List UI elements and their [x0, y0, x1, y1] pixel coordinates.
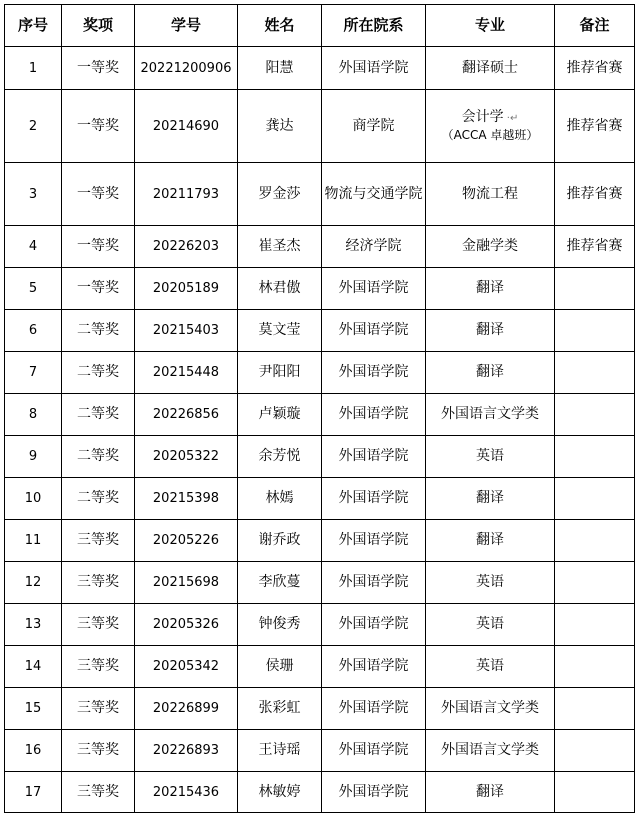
- cell-major: 翻译: [426, 520, 555, 562]
- cell-remark: [555, 478, 635, 520]
- col-header-award: 奖项: [62, 5, 135, 47]
- cell-no: 1: [5, 47, 62, 90]
- table-row: [5, 394, 635, 436]
- cell-remark: 推荐省赛: [555, 163, 635, 226]
- cell-award: 三等奖: [62, 688, 135, 730]
- cell-name: 余芳悦: [238, 436, 322, 478]
- cell-no: 6: [5, 310, 62, 352]
- cell-remark: [555, 310, 635, 352]
- cell-student-id: 20205189: [135, 268, 238, 310]
- col-header-no: 序号: [5, 5, 62, 47]
- cell-award: 二等奖: [62, 436, 135, 478]
- cell-no: 13: [5, 604, 62, 646]
- cell-name: 张彩虹: [238, 688, 322, 730]
- cell-remark: [555, 394, 635, 436]
- table-row: [5, 646, 635, 688]
- cell-student-id: 20215448: [135, 352, 238, 394]
- cell-major: 金融学类: [426, 226, 555, 268]
- cell-no: 10: [5, 478, 62, 520]
- col-header-college: 所在院系: [322, 5, 426, 47]
- cell-name: 钟俊秀: [238, 604, 322, 646]
- cell-no: 7: [5, 352, 62, 394]
- table-row: [5, 520, 635, 562]
- table-row: [5, 226, 635, 268]
- cell-major: 外国语言文学类: [426, 730, 555, 772]
- table-row: [5, 478, 635, 520]
- cell-award: 一等奖: [62, 226, 135, 268]
- cell-no: 5: [5, 268, 62, 310]
- cell-name: 谢乔政: [238, 520, 322, 562]
- col-header-name: 姓名: [238, 5, 322, 47]
- cell-name: 莫文莹: [238, 310, 322, 352]
- cell-remark: [555, 520, 635, 562]
- cell-remark: [555, 562, 635, 604]
- major-sub: （ACCA 卓越班）: [441, 127, 539, 142]
- cell-college: 外国语学院: [322, 562, 426, 604]
- cell-award: 三等奖: [62, 520, 135, 562]
- cell-remark: [555, 352, 635, 394]
- cell-no: 11: [5, 520, 62, 562]
- cell-award: 二等奖: [62, 394, 135, 436]
- cell-award: 二等奖: [62, 478, 135, 520]
- cell-no: 4: [5, 226, 62, 268]
- cell-student-id: 20226203: [135, 226, 238, 268]
- table-row: [5, 604, 635, 646]
- cell-award: 三等奖: [62, 730, 135, 772]
- cell-college: 外国语学院: [322, 478, 426, 520]
- cell-student-id: 20215698: [135, 562, 238, 604]
- table-row: [5, 436, 635, 478]
- cell-college: 商学院: [322, 90, 426, 163]
- paragraph-mark-icon: ·↵: [503, 112, 519, 124]
- cell-no: 2: [5, 90, 62, 163]
- cell-name: 林敏婷: [238, 772, 322, 813]
- cell-major: 外国语言文学类: [426, 394, 555, 436]
- cell-no: 17: [5, 772, 62, 813]
- cell-remark: 推荐省赛: [555, 47, 635, 90]
- cell-name: 阳慧: [238, 47, 322, 90]
- table-row: [5, 352, 635, 394]
- table-row: [5, 90, 635, 163]
- cell-major: 翻译: [426, 268, 555, 310]
- cell-student-id: 20221200906: [135, 47, 238, 90]
- cell-major: 英语: [426, 646, 555, 688]
- cell-remark: [555, 268, 635, 310]
- cell-award: 一等奖: [62, 163, 135, 226]
- table-row: [5, 163, 635, 226]
- cell-award: 二等奖: [62, 310, 135, 352]
- cell-student-id: 20215403: [135, 310, 238, 352]
- cell-award: 一等奖: [62, 47, 135, 90]
- table-row: [5, 688, 635, 730]
- cell-student-id: 20205342: [135, 646, 238, 688]
- cell-major: 英语: [426, 604, 555, 646]
- cell-award: 三等奖: [62, 562, 135, 604]
- major-main: 会计学: [461, 108, 504, 125]
- cell-college: 外国语学院: [322, 352, 426, 394]
- cell-name: 王诗瑶: [238, 730, 322, 772]
- cell-award: 二等奖: [62, 352, 135, 394]
- table-row: [5, 772, 635, 813]
- cell-name: 林君傲: [238, 268, 322, 310]
- cell-remark: [555, 604, 635, 646]
- cell-name: 卢颖璇: [238, 394, 322, 436]
- cell-college: 外国语学院: [322, 268, 426, 310]
- cell-name: 林嫣: [238, 478, 322, 520]
- cell-student-id: 20211793: [135, 163, 238, 226]
- cell-college: 外国语学院: [322, 394, 426, 436]
- cell-major: 外国语言文学类: [426, 688, 555, 730]
- cell-no: 12: [5, 562, 62, 604]
- cell-student-id: 20215436: [135, 772, 238, 813]
- cell-remark: [555, 436, 635, 478]
- cell-student-id: 20215398: [135, 478, 238, 520]
- cell-remark: 推荐省赛: [555, 90, 635, 163]
- cell-no: 15: [5, 688, 62, 730]
- awards-table: [4, 4, 635, 813]
- col-header-student-id: 学号: [135, 5, 238, 47]
- cell-major: 翻译硕士: [426, 47, 555, 90]
- header-row: [5, 5, 635, 47]
- cell-name: 尹阳阳: [238, 352, 322, 394]
- cell-college: 外国语学院: [322, 310, 426, 352]
- cell-name: 罗金莎: [238, 163, 322, 226]
- cell-major: 英语: [426, 436, 555, 478]
- cell-college: 外国语学院: [322, 436, 426, 478]
- cell-award: 三等奖: [62, 646, 135, 688]
- cell-no: 3: [5, 163, 62, 226]
- cell-student-id: 20226856: [135, 394, 238, 436]
- cell-college: 经济学院: [322, 226, 426, 268]
- cell-student-id: 20214690: [135, 90, 238, 163]
- cell-no: 8: [5, 394, 62, 436]
- cell-college: 外国语学院: [322, 772, 426, 813]
- cell-student-id: 20205322: [135, 436, 238, 478]
- cell-student-id: 20205326: [135, 604, 238, 646]
- table-row: [5, 47, 635, 90]
- cell-no: 9: [5, 436, 62, 478]
- cell-college: 外国语学院: [322, 47, 426, 90]
- cell-major: 翻译: [426, 478, 555, 520]
- cell-college: 外国语学院: [322, 730, 426, 772]
- cell-student-id: 20226893: [135, 730, 238, 772]
- cell-college: 外国语学院: [322, 604, 426, 646]
- cell-major: 英语: [426, 562, 555, 604]
- cell-college: 外国语学院: [322, 520, 426, 562]
- cell-student-id: 20226899: [135, 688, 238, 730]
- cell-student-id: 20205226: [135, 520, 238, 562]
- cell-no: 14: [5, 646, 62, 688]
- cell-name: 李欣蔓: [238, 562, 322, 604]
- cell-name: 侯珊: [238, 646, 322, 688]
- cell-name: 龚达: [238, 90, 322, 163]
- cell-award: 三等奖: [62, 604, 135, 646]
- table-row: [5, 310, 635, 352]
- cell-no: 16: [5, 730, 62, 772]
- cell-college: 物流与交通学院: [322, 163, 426, 226]
- cell-college: 外国语学院: [322, 688, 426, 730]
- cell-remark: 推荐省赛: [555, 226, 635, 268]
- cell-remark: [555, 730, 635, 772]
- cell-major: 翻译: [426, 772, 555, 813]
- col-header-remark: 备注: [555, 5, 635, 47]
- table-row: [5, 268, 635, 310]
- cell-award: 一等奖: [62, 268, 135, 310]
- col-header-major: 专业: [426, 5, 555, 47]
- cell-major: 物流工程: [426, 163, 555, 226]
- cell-college: 外国语学院: [322, 646, 426, 688]
- cell-major: [426, 90, 555, 163]
- cell-award: 三等奖: [62, 772, 135, 813]
- cell-remark: [555, 772, 635, 813]
- cell-major: 翻译: [426, 310, 555, 352]
- cell-remark: [555, 646, 635, 688]
- cell-name: 崔圣杰: [238, 226, 322, 268]
- cell-major: 翻译: [426, 352, 555, 394]
- cell-award: 一等奖: [62, 90, 135, 163]
- table-row: [5, 730, 635, 772]
- cell-remark: [555, 688, 635, 730]
- table-row: [5, 562, 635, 604]
